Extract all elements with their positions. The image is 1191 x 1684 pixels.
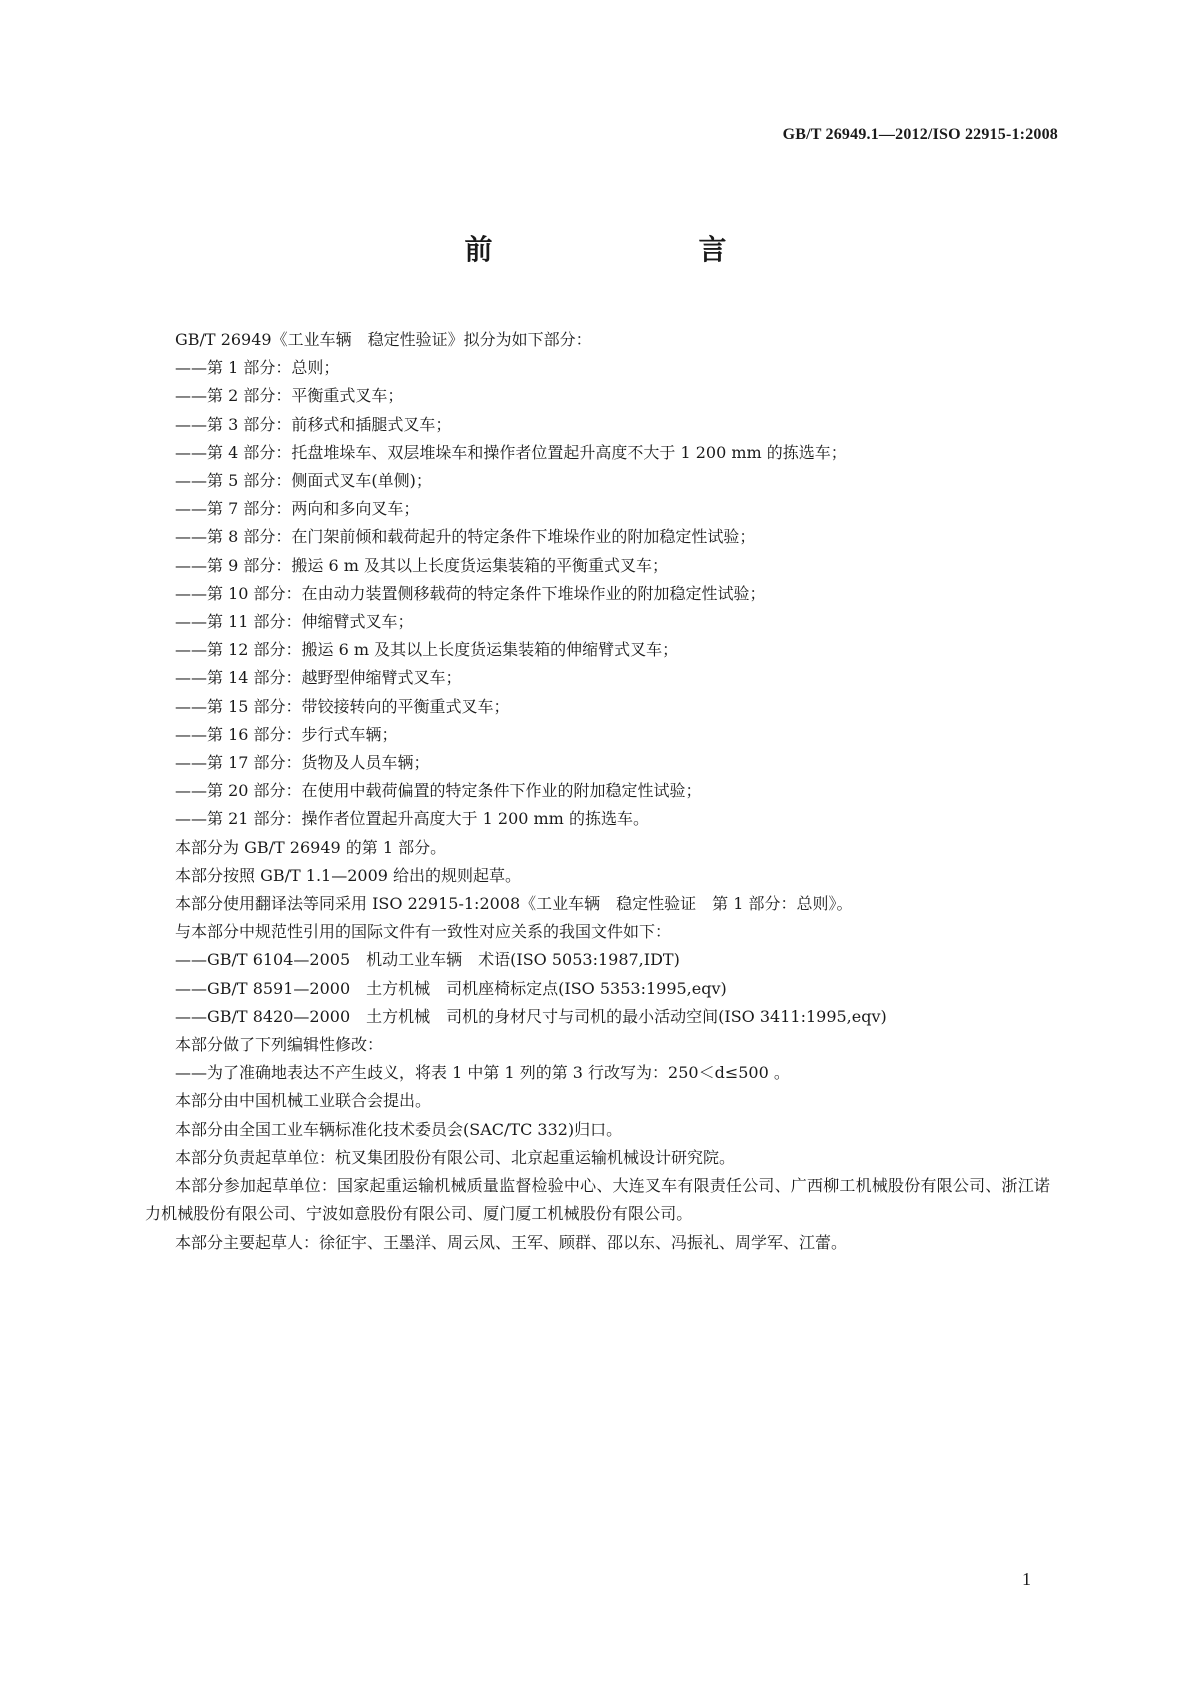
standard-id: GB/T 26949.1—2012/ISO 22915-1:2008 [782,126,1058,143]
reference-list-item: ——GB/T 8591—2000 土方机械 司机座椅标定点(ISO 5353:1995,eqv) [175,978,727,998]
part-list-item: ——第 21 部分：操作者位置起升高度大于 1 200 mm 的拣选车。 [175,809,649,829]
reference-intro-paragraph: 与本部分中规范性引用的国际文件有一致性对应关系的我国文件如下： [175,922,672,942]
part-list-item: ——第 15 部分：带铰接转向的平衡重式叉车； [175,696,510,716]
part-list-item: ——第 9 部分：搬运 6 m 及其以上长度货运集装箱的平衡重式叉车； [175,555,668,575]
page-number: 1 [1022,1569,1031,1589]
part-list-item: ——第 3 部分：前移式和插腿式叉车； [175,414,452,434]
drafting-rule-paragraph: 本部分按照 GB/T 1.1—2009 给出的规则起草。 [175,865,522,885]
part-list-item: ——第 1 部分：总则； [175,358,340,378]
part-list-item: ——第 20 部分：在使用中载荷偏置的特定条件下作业的附加稳定性试验； [175,781,702,801]
part-list-item: ——第 16 部分：步行式车辆； [175,724,398,744]
participating-drafters-paragraph: 本部分参加起草单位：国家起重运输机械质量监督检验中心、大连叉车有限责任公司、广西柳工机械股份有限公司、浙江诺力机械股份有限公司、宁波如意股份有限公司、厦门厦工机械股份有限公司。 [145,1176,1050,1224]
part-list-item: ——第 4 部分：托盘堆垛车、双层堆垛车和操作者位置起升高度不大于 1 200 mm 的拣选车； [175,442,847,462]
document-body [145,326,1050,1257]
reference-list-item: ——GB/T 8420—2000 土方机械 司机的身材尺寸与司机的最小活动空间(ISO 3411:1995,eqv) [175,1006,887,1026]
reference-list-item: ——GB/T 6104—2005 机动工业车辆 术语(ISO 5053:1987,IDT) [175,950,680,970]
part-list-item: ——第 14 部分：越野型伸缩臂式叉车； [175,668,462,688]
adoption-paragraph: 本部分使用翻译法等同采用 ISO 22915-1:2008《工业车辆 稳定性验证 第 1 部分：总则》。 [175,894,853,914]
part-list-item: ——第 7 部分：两向和多向叉车； [175,499,420,519]
part-list-item: ——第 2 部分：平衡重式叉车； [175,386,404,406]
part-list-item: ——第 11 部分：伸缩臂式叉车； [175,612,414,632]
main-drafters-paragraph: 本部分主要起草人：徐征宇、王墨洋、周云凤、王军、顾群、邵以东、冯振礼、周学军、江蕾。 [175,1232,848,1252]
part-list-item: ——第 17 部分：货物及人员车辆； [175,753,430,773]
this-part-paragraph: 本部分为 GB/T 26949 的第 1 部分。 [175,837,447,857]
edit-list-item: ——为了准确地表达不产生歧义，将表 1 中第 1 列的第 3 行改写为：250＜d≤500 。 [175,1063,790,1083]
part-list-item: ——第 10 部分：在由动力装置侧移载荷的特定条件下堆垛作业的附加稳定性试验； [175,583,766,603]
part-list-item: ——第 8 部分：在门架前倾和载荷起升的特定条件下堆垛作业的附加稳定性试验； [175,527,756,547]
page-title: 前 言 [464,233,777,266]
edit-intro-paragraph: 本部分做了下列编辑性修改： [175,1035,384,1055]
jurisdiction-paragraph: 本部分由全国工业车辆标准化技术委员会(SAC/TC 332)归口。 [175,1119,623,1139]
part-list-item: ——第 12 部分：搬运 6 m 及其以上长度货运集装箱的伸缩臂式叉车； [175,640,679,660]
intro-paragraph: GB/T 26949《工业车辆 稳定性验证》拟分为如下部分： [175,330,592,349]
responsible-drafters-paragraph: 本部分负责起草单位：杭叉集团股份有限公司、北京起重运输机械设计研究院。 [175,1147,736,1167]
part-list-item: ——第 5 部分：侧面式叉车(单侧)； [175,471,432,491]
proposed-by-paragraph: 本部分由中国机械工业联合会提出。 [175,1091,432,1111]
